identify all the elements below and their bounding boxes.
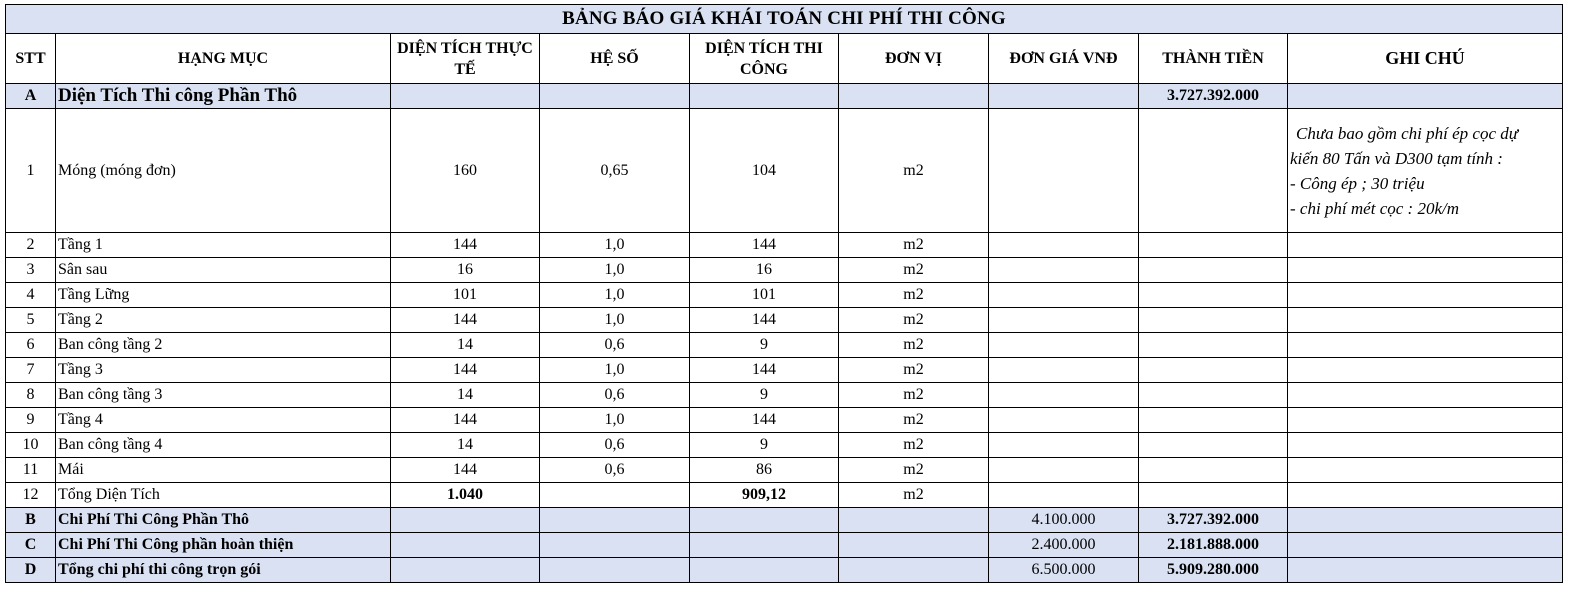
- cell[interactable]: [1139, 258, 1288, 283]
- cell[interactable]: [540, 558, 690, 583]
- cell[interactable]: [1288, 283, 1563, 308]
- row-stt[interactable]: 3: [6, 258, 56, 283]
- row-actual-area[interactable]: 16: [391, 258, 540, 283]
- cell[interactable]: [1139, 308, 1288, 333]
- header-don-vi[interactable]: ĐƠN VỊ: [839, 34, 989, 84]
- cell[interactable]: [1288, 358, 1563, 383]
- summary-stt[interactable]: D: [6, 558, 56, 583]
- row-stt[interactable]: 2: [6, 233, 56, 258]
- row-name[interactable]: Tầng Lững: [56, 283, 391, 308]
- header-hang-muc[interactable]: HẠNG MỤC: [56, 34, 391, 84]
- cell[interactable]: [1288, 483, 1563, 508]
- row-name[interactable]: Ban công tầng 4: [56, 433, 391, 458]
- cell[interactable]: [1139, 408, 1288, 433]
- row-name[interactable]: Mái: [56, 458, 391, 483]
- cell[interactable]: [391, 558, 540, 583]
- summary-label[interactable]: Chi Phí Thi Công Phần Thô: [56, 508, 391, 533]
- row-actual-area[interactable]: 160: [391, 109, 540, 233]
- cell[interactable]: [989, 358, 1139, 383]
- header-thanh-tien[interactable]: THÀNH TIỀN: [1139, 34, 1288, 84]
- row-stt[interactable]: 1: [6, 109, 56, 233]
- cell[interactable]: [690, 508, 839, 533]
- row-build-area[interactable]: 144: [690, 408, 839, 433]
- summary-amount[interactable]: 5.909.280.000: [1139, 558, 1288, 583]
- table-row: [6, 308, 1563, 333]
- table-row: [6, 433, 1563, 458]
- cell[interactable]: [989, 283, 1139, 308]
- row-coefficient[interactable]: [540, 483, 690, 508]
- section-a-stt[interactable]: A: [6, 84, 56, 109]
- row-name[interactable]: Ban công tầng 2: [56, 333, 391, 358]
- cell[interactable]: [391, 84, 540, 109]
- row-actual-area[interactable]: 144: [391, 408, 540, 433]
- cell[interactable]: [989, 84, 1139, 109]
- row-unit[interactable]: m2: [839, 483, 989, 508]
- cell[interactable]: [540, 84, 690, 109]
- row-coefficient[interactable]: 0,6: [540, 333, 690, 358]
- row-name[interactable]: Móng (móng đơn): [56, 109, 391, 233]
- header-don-gia[interactable]: ĐƠN GIÁ VNĐ: [989, 34, 1139, 84]
- total-area-row: [6, 483, 1563, 508]
- row-unit[interactable]: m2: [839, 233, 989, 258]
- row-coefficient[interactable]: 1,0: [540, 233, 690, 258]
- cell[interactable]: [839, 508, 989, 533]
- summary-amount[interactable]: 2.181.888.000: [1139, 533, 1288, 558]
- row-name[interactable]: Tổng Diện Tích: [56, 483, 391, 508]
- summary-stt[interactable]: B: [6, 508, 56, 533]
- row-build-area[interactable]: 144: [690, 358, 839, 383]
- row-build-area[interactable]: 144: [690, 233, 839, 258]
- cell[interactable]: [1288, 433, 1563, 458]
- cell[interactable]: [540, 533, 690, 558]
- cell[interactable]: [989, 308, 1139, 333]
- row-build-area[interactable]: 144: [690, 308, 839, 333]
- cell[interactable]: [540, 508, 690, 533]
- cell[interactable]: [839, 558, 989, 583]
- table-row: [6, 109, 1563, 233]
- row-coefficient[interactable]: 0,6: [540, 433, 690, 458]
- summary-label[interactable]: Tổng chi phí thi công trọn gói: [56, 558, 391, 583]
- row-unit[interactable]: m2: [839, 383, 989, 408]
- cell[interactable]: [989, 483, 1139, 508]
- row-coefficient[interactable]: 1,0: [540, 358, 690, 383]
- row-actual-area[interactable]: 14: [391, 433, 540, 458]
- row-unit[interactable]: m2: [839, 458, 989, 483]
- header-stt[interactable]: STT: [6, 34, 56, 84]
- note-line: - chi phí mét cọc : 20k/m: [1290, 198, 1459, 218]
- table-title[interactable]: BẢNG BÁO GIÁ KHÁI TOÁN CHI PHÍ THI CÔNG: [6, 5, 1563, 34]
- cell[interactable]: [989, 109, 1139, 233]
- row-stt[interactable]: 10: [6, 433, 56, 458]
- cell[interactable]: [1288, 333, 1563, 358]
- summary-unit-price[interactable]: 4.100.000: [989, 508, 1139, 533]
- cell[interactable]: [1288, 533, 1563, 558]
- cell[interactable]: [1288, 84, 1563, 109]
- cell[interactable]: [690, 533, 839, 558]
- row-stt[interactable]: 5: [6, 308, 56, 333]
- summary-label[interactable]: Chi Phí Thi Công phần hoàn thiện: [56, 533, 391, 558]
- note-line: - Công ép ; 30 triệu: [1290, 173, 1425, 193]
- row-stt[interactable]: 11: [6, 458, 56, 483]
- row-unit[interactable]: m2: [839, 358, 989, 383]
- cell[interactable]: [1139, 109, 1288, 233]
- note-line: kiến 80 Tấn và D300 tạm tính :: [1290, 148, 1503, 168]
- cell[interactable]: [1139, 458, 1288, 483]
- row-build-area[interactable]: 104: [690, 109, 839, 233]
- price-quote-table: [5, 4, 1563, 583]
- cell[interactable]: [1139, 483, 1288, 508]
- cell[interactable]: [1288, 558, 1563, 583]
- row-coefficient[interactable]: 0,6: [540, 458, 690, 483]
- table-row: [6, 458, 1563, 483]
- summary-unit-price[interactable]: 2.400.000: [989, 533, 1139, 558]
- table-row: [6, 358, 1563, 383]
- row-name[interactable]: Tầng 2: [56, 308, 391, 333]
- cell[interactable]: [1288, 258, 1563, 283]
- row-actual-area[interactable]: 144: [391, 233, 540, 258]
- section-a-row: [6, 84, 1563, 109]
- row-stt[interactable]: 12: [6, 483, 56, 508]
- row-build-area[interactable]: 9: [690, 383, 839, 408]
- note-line: Chưa bao gồm chi phí ép cọc dự: [1296, 123, 1519, 143]
- row-name[interactable]: Tầng 3: [56, 358, 391, 383]
- summary-stt[interactable]: C: [6, 533, 56, 558]
- row-unit[interactable]: m2: [839, 408, 989, 433]
- row-coefficient[interactable]: 1,0: [540, 408, 690, 433]
- header-he-so[interactable]: HỆ SỐ: [540, 34, 690, 84]
- row-build-area[interactable]: 101: [690, 283, 839, 308]
- summary-amount[interactable]: 3.727.392.000: [1139, 508, 1288, 533]
- cell[interactable]: [1288, 308, 1563, 333]
- cell[interactable]: [391, 533, 540, 558]
- row-unit[interactable]: m2: [839, 258, 989, 283]
- row-actual-area[interactable]: 101: [391, 283, 540, 308]
- cell[interactable]: [1139, 358, 1288, 383]
- row-stt[interactable]: 6: [6, 333, 56, 358]
- cell[interactable]: [1139, 233, 1288, 258]
- cell[interactable]: [989, 233, 1139, 258]
- cell[interactable]: [1288, 408, 1563, 433]
- table-row: [6, 408, 1563, 433]
- cell[interactable]: [690, 84, 839, 109]
- header-row: [6, 34, 1563, 84]
- row-stt[interactable]: 4: [6, 283, 56, 308]
- summary-row-c: [6, 533, 1563, 558]
- row-build-area[interactable]: 9: [690, 433, 839, 458]
- row-actual-area[interactable]: 144: [391, 308, 540, 333]
- row-unit[interactable]: m2: [839, 308, 989, 333]
- header-ghi-chu[interactable]: GHI CHÚ: [1288, 34, 1563, 84]
- cell[interactable]: [989, 408, 1139, 433]
- section-a-label[interactable]: Diện Tích Thi công Phần Thô: [56, 84, 391, 109]
- section-a-thanh-tien[interactable]: 3.727.392.000: [1139, 84, 1288, 109]
- row-build-area[interactable]: 16: [690, 258, 839, 283]
- cell[interactable]: [989, 258, 1139, 283]
- table-row: [6, 383, 1563, 408]
- row-unit[interactable]: m2: [839, 433, 989, 458]
- row-coefficient[interactable]: 1,0: [540, 283, 690, 308]
- row-coefficient[interactable]: 0,65: [540, 109, 690, 233]
- cell[interactable]: [1288, 233, 1563, 258]
- header-dien-tich-thi-cong[interactable]: DIỆN TÍCH THI CÔNG: [690, 34, 839, 84]
- row-unit[interactable]: m2: [839, 283, 989, 308]
- header-dien-tich-thuc-te[interactable]: DIỆN TÍCH THỰC TẾ: [391, 34, 540, 84]
- table-row: [6, 233, 1563, 258]
- row-coefficient[interactable]: 1,0: [540, 258, 690, 283]
- cell[interactable]: [1139, 283, 1288, 308]
- row-actual-area[interactable]: 14: [391, 333, 540, 358]
- cell[interactable]: [1139, 333, 1288, 358]
- note-cell[interactable]: [1288, 109, 1563, 233]
- cell[interactable]: [1288, 458, 1563, 483]
- cell[interactable]: [989, 333, 1139, 358]
- row-name[interactable]: Tầng 1: [56, 233, 391, 258]
- summary-row-b: [6, 508, 1563, 533]
- table-row: [6, 258, 1563, 283]
- row-stt[interactable]: 9: [6, 408, 56, 433]
- row-actual-area[interactable]: 14: [391, 383, 540, 408]
- row-build-area[interactable]: 86: [690, 458, 839, 483]
- summary-row-d: [6, 558, 1563, 583]
- row-name[interactable]: Sân sau: [56, 258, 391, 283]
- row-actual-area[interactable]: 144: [391, 458, 540, 483]
- cell[interactable]: [1139, 383, 1288, 408]
- cell[interactable]: [1288, 508, 1563, 533]
- table-row: [6, 333, 1563, 358]
- summary-unit-price[interactable]: 6.500.000: [989, 558, 1139, 583]
- cell[interactable]: [1288, 383, 1563, 408]
- row-build-area[interactable]: 9: [690, 333, 839, 358]
- row-coefficient[interactable]: 1,0: [540, 308, 690, 333]
- table-row: [6, 283, 1563, 308]
- cell[interactable]: [989, 458, 1139, 483]
- row-stt[interactable]: 8: [6, 383, 56, 408]
- row-coefficient[interactable]: 0,6: [540, 383, 690, 408]
- cell[interactable]: [1139, 433, 1288, 458]
- cell[interactable]: [989, 433, 1139, 458]
- total-build-area[interactable]: 909,12: [690, 483, 839, 508]
- cell[interactable]: [391, 508, 540, 533]
- row-actual-area[interactable]: 144: [391, 358, 540, 383]
- cell[interactable]: [839, 533, 989, 558]
- row-stt[interactable]: 7: [6, 358, 56, 383]
- row-unit[interactable]: m2: [839, 333, 989, 358]
- row-unit[interactable]: m2: [839, 109, 989, 233]
- cell[interactable]: [989, 383, 1139, 408]
- row-name[interactable]: Tầng 4: [56, 408, 391, 433]
- row-name[interactable]: Ban công tầng 3: [56, 383, 391, 408]
- cell[interactable]: [690, 558, 839, 583]
- cell[interactable]: [839, 84, 989, 109]
- total-actual-area[interactable]: 1.040: [391, 483, 540, 508]
